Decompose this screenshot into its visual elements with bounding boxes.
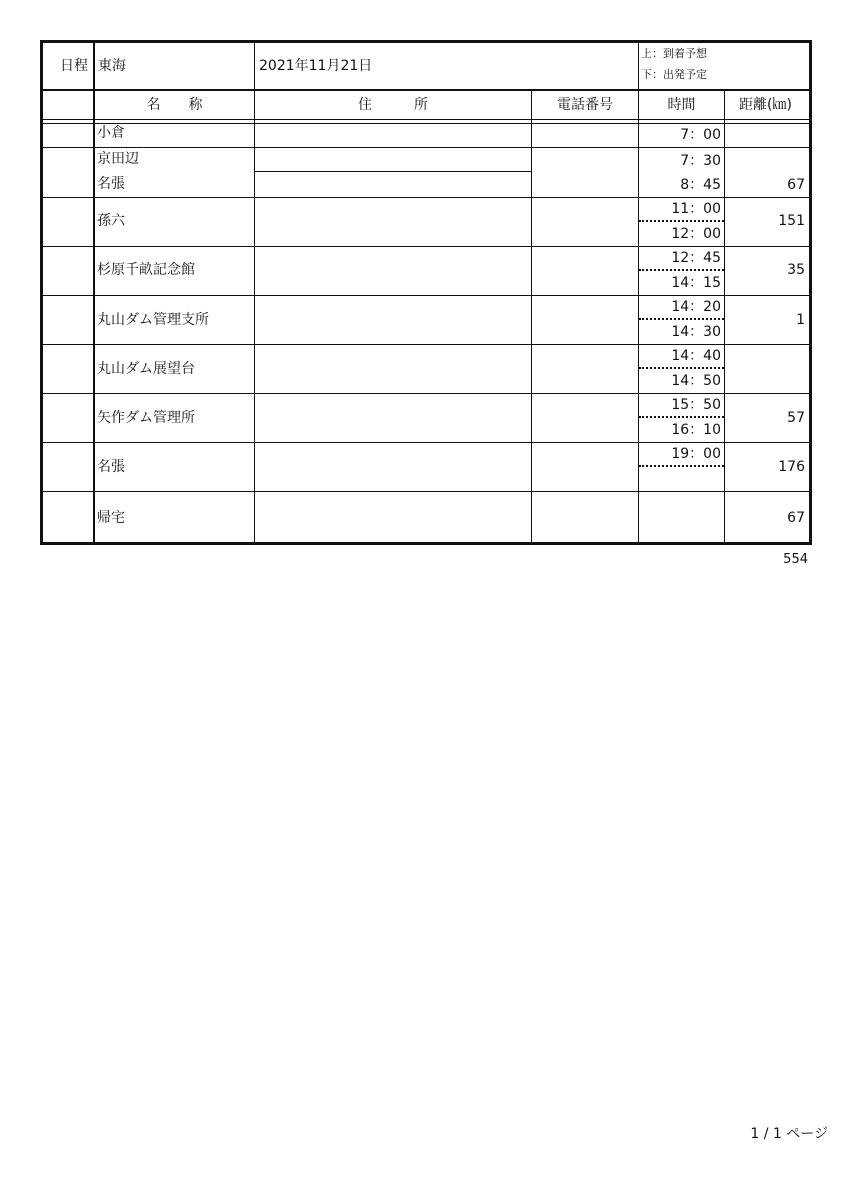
stop-name: 名張 — [97, 459, 125, 475]
distance-value: 1 — [796, 312, 805, 328]
column-header-name: 名 称 — [146, 97, 203, 113]
departure-time: 16：10 — [671, 422, 721, 438]
arrival-time: 7：00 — [680, 127, 721, 143]
stop-name: 帰宅 — [97, 510, 125, 526]
row-line — [40, 442, 810, 443]
row-line — [40, 344, 810, 345]
distance-value: 67 — [787, 177, 805, 193]
row-line — [40, 246, 810, 247]
arrival-time: 19：00 — [671, 446, 721, 462]
arrival-time: 11：00 — [671, 201, 721, 217]
departure-time: 14：15 — [671, 275, 721, 291]
total-distance: 554 — [783, 552, 808, 567]
time-separator — [639, 367, 724, 369]
row-line — [255, 171, 532, 172]
page-number: 1 / 1 ページ — [750, 1126, 828, 1142]
distance-value: 176 — [778, 459, 805, 475]
row-line — [40, 491, 810, 492]
legend-departure: 下：出発予定 — [641, 68, 707, 81]
departure-time: 14：50 — [671, 373, 721, 389]
row-line — [40, 147, 810, 148]
route-name: 東海 — [98, 58, 126, 74]
time-separator — [639, 416, 724, 418]
row-line — [40, 295, 810, 296]
departure-time: 12：00 — [671, 226, 721, 242]
arrival-time: 12：45 — [671, 250, 721, 266]
row-line — [40, 197, 810, 198]
stop-name: 名張 — [97, 176, 125, 192]
stop-name: 矢作ダム管理所 — [97, 410, 195, 426]
stop-name: 孫六 — [97, 213, 125, 229]
nittei-label: 日程 — [60, 58, 88, 74]
arrival-time: 15：50 — [671, 397, 721, 413]
arrival-time: 8：45 — [680, 177, 721, 193]
stop-name: 丸山ダム管理支所 — [97, 312, 209, 328]
distance-value: 57 — [787, 410, 805, 426]
column-header-time: 時間 — [667, 97, 696, 113]
itinerary-sheet — [40, 40, 810, 543]
column-header-divider-2 — [40, 123, 810, 124]
column-header-divider-1 — [40, 119, 810, 120]
stop-name: 丸山ダム展望台 — [97, 361, 195, 377]
stop-name: 小倉 — [97, 125, 125, 141]
time-separator — [639, 269, 724, 271]
row-line — [40, 393, 810, 394]
distance-value: 35 — [787, 262, 805, 278]
stop-name: 杉原千畝記念館 — [97, 262, 195, 278]
column-line — [531, 89, 532, 543]
column-header-distance: 距離(㎞) — [739, 97, 792, 113]
column-header-phone: 電話番号 — [557, 97, 613, 113]
column-line — [254, 40, 255, 543]
departure-time: 14：30 — [671, 324, 721, 340]
arrival-time: 7：30 — [680, 153, 721, 169]
distance-value: 151 — [778, 213, 805, 229]
time-separator — [639, 220, 724, 222]
arrival-time: 14：40 — [671, 348, 721, 364]
arrival-time: 14：20 — [671, 299, 721, 315]
stop-name: 京田辺 — [97, 151, 139, 167]
column-header-address: 住 所 — [358, 97, 428, 113]
time-separator — [639, 465, 724, 467]
table-border — [40, 40, 812, 545]
time-separator — [639, 318, 724, 320]
distance-value: 67 — [787, 510, 805, 526]
column-line — [93, 40, 95, 543]
trip-date: 2021年11月21日 — [259, 58, 373, 74]
header-divider — [40, 89, 810, 91]
legend-arrival: 上：到着予想 — [641, 47, 707, 60]
